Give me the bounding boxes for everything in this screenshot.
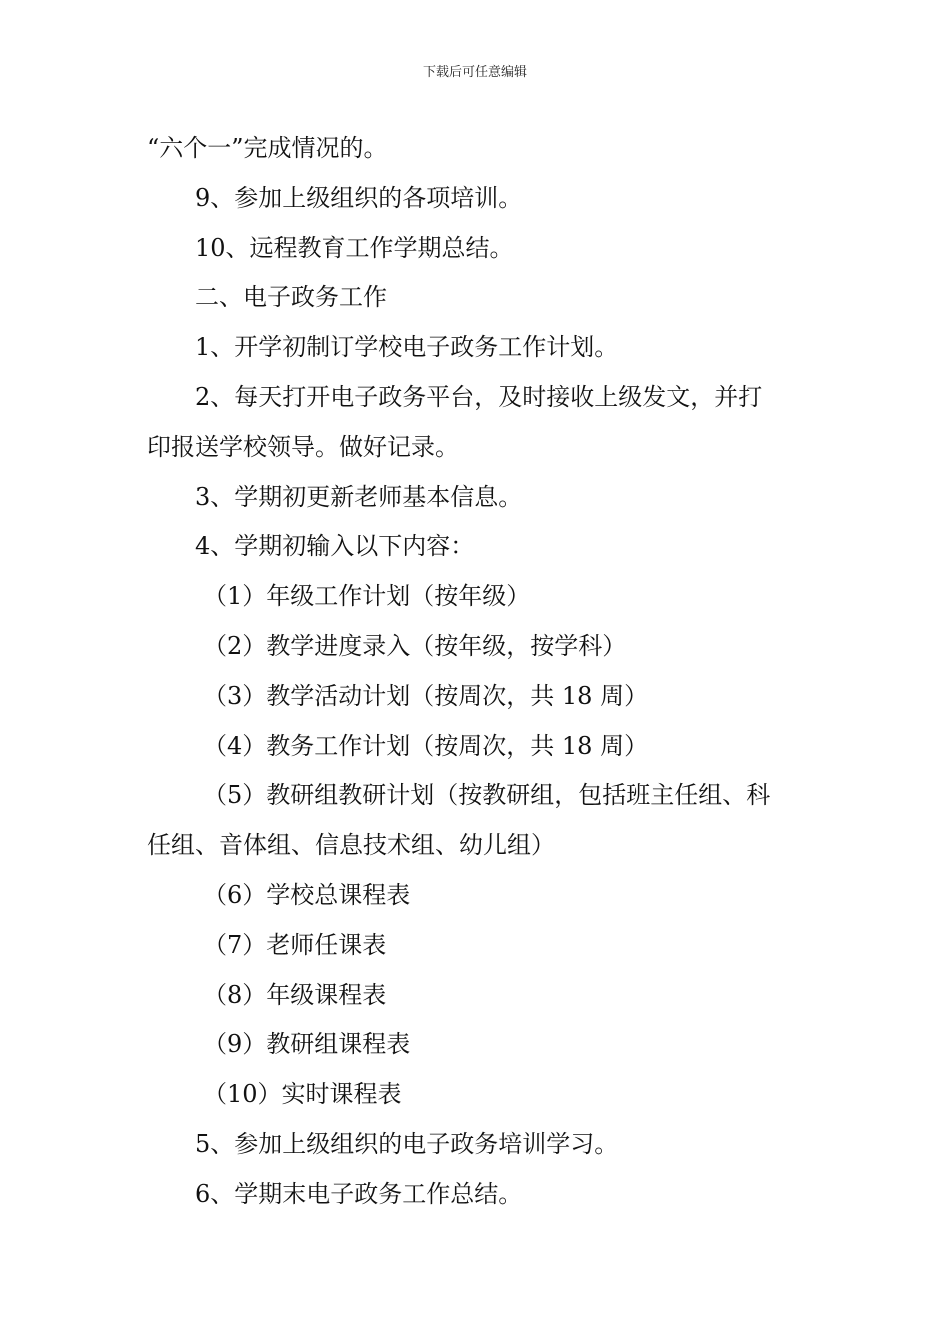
- list-item: （5）教研组教研计划（按教研组，包括班主任组、科: [203, 781, 771, 810]
- list-item: （3）教学活动计划（按周次，共 18 周）: [203, 681, 649, 710]
- text-line: 9、参加上级组织的各项培训。: [195, 183, 523, 212]
- list-item: （4）教务工作计划（按周次，共 18 周）: [203, 731, 649, 760]
- list-item: （6）学校总课程表: [203, 880, 411, 909]
- text-line: 4、学期初输入以下内容：: [195, 532, 475, 561]
- list-item: （10）实时课程表: [203, 1080, 402, 1109]
- text-line: 10、远程教育工作学期总结。: [195, 233, 514, 262]
- document-body: [147, 124, 812, 1220]
- list-item: （8）年级课程表: [203, 980, 387, 1009]
- text-line: 2、每天打开电子政务平台，及时接收上级发文，并打: [195, 382, 763, 411]
- list-item: （2）教学进度录入（按年级，按学科）: [203, 631, 627, 660]
- text-line: 任组、音体组、信息技术组、幼儿组）: [147, 831, 555, 860]
- text-line: 3、学期初更新老师基本信息。: [195, 482, 523, 511]
- page-header: 下载后可任意编辑: [422, 65, 527, 80]
- text-line: 印报送学校领导。做好记录。: [147, 432, 459, 461]
- text-line: 1、开学初制订学校电子政务工作计划。: [195, 333, 619, 362]
- text-line: 5、参加上级组织的电子政务培训学习。: [195, 1129, 619, 1158]
- section-heading: 二、电子政务工作: [195, 283, 387, 312]
- list-item: （7）老师任课表: [203, 930, 387, 959]
- text-line: “六个一”完成情况的。: [147, 134, 388, 162]
- text-line: 6、学期末电子政务工作总结。: [195, 1179, 523, 1208]
- list-item: （1）年级工作计划（按年级）: [203, 582, 531, 611]
- list-item: （9）教研组课程表: [203, 1030, 411, 1059]
